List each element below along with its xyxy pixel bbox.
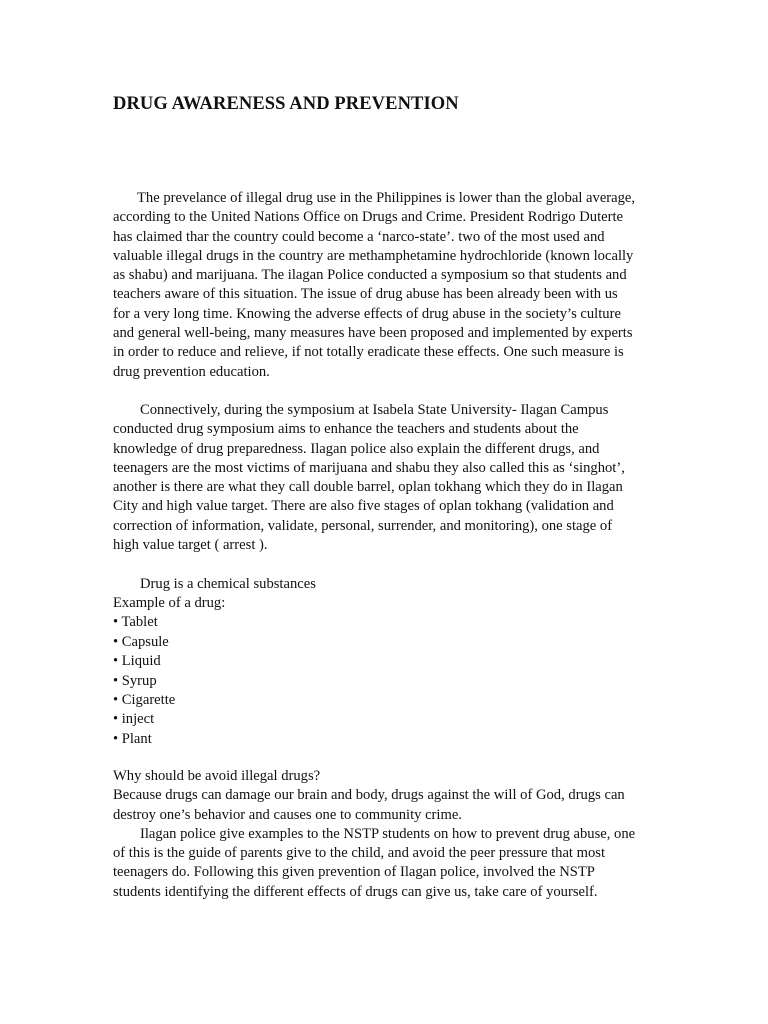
text-line: teachers aware of this situation. The issue of drug abuse has been already been with us [113,286,618,303]
question-line: Why should be avoid illegal drugs? [113,768,321,784]
text-line: and general well-being, many measures have been proposed and implemented by experts [113,325,633,342]
drug-examples-list [113,594,225,749]
list-item: • Plant [113,730,152,747]
text-line: Drug is a chemical substances [140,576,316,592]
text-line: teenagers do. Following this given prevention of Ilagan police, involved the NSTP [113,864,595,881]
paragraph-symposium [113,401,661,555]
paragraph-why-avoid [113,767,661,902]
text-line: another is there are what they call double barrel, oplan tokhang which they do in Ilagan [113,479,623,496]
paragraph-prevalence [113,189,661,382]
text-line: as shabu) and marijuana. The ilagan Police conducted a symposium so that students and [113,267,627,284]
text-line: high value target ( arrest ). [113,537,268,554]
text-line: for a very long time. Knowing the adverse effects of drug abuse in the society’s culture [113,305,621,322]
text-line: according to the United Nations Office on Drugs and Crime. President Rodrigo Duterte [113,209,623,226]
text-line: destroy one’s behavior and causes one to community crime. [113,806,462,823]
document-title: DRUG AWARENESS AND PREVENTION [113,94,459,114]
text-line: teenagers are the most victims of marijuana and shabu they also called this as ‘singhot’, [113,459,625,476]
text-line: knowledge of drug preparedness. Ilagan police also explain the different drugs, and [113,440,600,457]
text-line: drug prevention education. [113,363,270,380]
list-heading: Example of a drug: [113,595,226,611]
text-line: conducted drug symposium aims to enhance the teachers and students about the [113,421,579,438]
text-line: in order to reduce and relieve, if not totally eradicate these effects. One such measure is [113,344,624,361]
text-line: The prevelance of illegal drug use in the Philippines is lower than the global average, [137,190,636,206]
text-line: of this is the guide of parents give to the child, and avoid the peer pressure that most [113,845,606,862]
text-line: Because drugs can damage our brain and body, drugs against the will of God, drugs can [113,787,625,804]
list-item: • inject [113,711,155,728]
drug-definition [113,575,661,594]
list-item: • Liquid [113,653,161,670]
list-item: • Tablet [113,614,158,631]
text-line: City and high value target. There are also five stages of oplan tokhang (validation and [113,498,614,515]
text-line: Connectively, during the symposium at Isabela State University- Ilagan Campus [140,402,609,418]
text-line: students identifying the different effects of drugs can give us, take care of yourself. [113,883,598,900]
text-line: Ilagan police give examples to the NSTP students on how to prevent drug abuse, one [140,825,636,842]
list-item: • Capsule [113,633,169,650]
text-line: valuable illegal drugs in the country are methamphetamine hydrochloride (known locally [113,247,634,264]
list-item: • Cigarette [113,692,176,709]
list-item: • Syrup [113,672,157,689]
text-line: has claimed thar the country could become a ‘narco-state’. two of the most used and [113,228,605,245]
text-line: correction of information, validate, personal, surrender, and monitoring), one stage of [113,517,613,534]
